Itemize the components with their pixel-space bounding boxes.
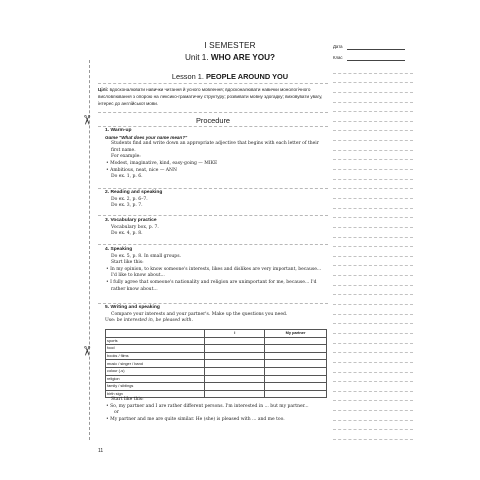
section-speaking [105, 247, 327, 293]
notes-lines[interactable] [333, 64, 413, 440]
table-row [106, 360, 327, 368]
row-label: music / singer / band [106, 360, 205, 368]
table-cell[interactable] [205, 367, 265, 375]
exercise-ref: Do ex. 1, p. 6. [111, 174, 143, 180]
phrase-item: • In my opinion, to know someone's interests, likes and dislikes are very important, because... I'd like to know about... [105, 267, 327, 280]
table-cell[interactable] [265, 367, 327, 375]
table-header [106, 330, 205, 338]
row-label: books / films [106, 352, 205, 360]
aims-paragraph [98, 86, 328, 107]
separator [98, 188, 328, 189]
procedure-title: Procedure [195, 116, 231, 125]
table-cell[interactable] [265, 345, 327, 353]
example-label: For example: [111, 154, 141, 160]
game-title: Game "What does your name mean?" [105, 134, 188, 140]
row-label: food [106, 345, 205, 353]
separator [98, 303, 328, 304]
table-cell[interactable] [265, 337, 327, 345]
section-writing [105, 305, 327, 325]
phrase-item: • So, my partner and I are rather different persons. I'm interested in ... but my partner... [105, 404, 327, 411]
section-heading: 2. Reading and speaking [105, 190, 163, 195]
unit-prefix: Unit 1. [184, 53, 209, 62]
date-field[interactable] [347, 49, 405, 50]
exercise-ref: Vocabulary box, p. 7. [111, 224, 159, 230]
table-cell[interactable] [265, 383, 327, 391]
separator [98, 244, 328, 245]
table-cell[interactable] [205, 375, 265, 383]
separator [98, 112, 328, 113]
separator [98, 126, 328, 127]
scissors-icon: ✂ [79, 345, 95, 357]
start-label: Start like this: [111, 397, 144, 402]
use-label: Use: [105, 318, 116, 324]
table-cell[interactable] [265, 375, 327, 383]
table-header: I [205, 330, 265, 338]
table-row [106, 375, 327, 383]
section-heading: 4. Speaking [105, 247, 133, 252]
use-line [105, 318, 327, 325]
exercise-ref: Do ex. 5, p. 8. In small groups. [111, 253, 181, 259]
exercise-ref: Do ex. 2, p. 6–7. [111, 196, 148, 202]
section-reading [105, 190, 327, 210]
exercise-ref: Do ex. 4, p. 8. [111, 231, 143, 237]
phrase-item: • My partner and me are quite similar. He (she) is pleased with ... and me too. [105, 417, 327, 424]
row-label: sports [106, 337, 205, 345]
example-item: • Modest, imaginative, kind, easy-going — MIKE [105, 161, 327, 168]
writing-task: Compare your interests and your partner's. Make up the questions you need. [111, 311, 288, 317]
example-item: • Ambitious, neat, nice — ANN [105, 168, 327, 175]
table-cell[interactable] [205, 360, 265, 368]
lesson-title [140, 72, 320, 81]
table-row [106, 345, 327, 353]
comparison-table [105, 329, 327, 398]
row-label: religion [106, 375, 205, 383]
row-label: colour (-s) [106, 367, 205, 375]
phrase-item: • I fully agree that someone's nationality and religion are unimportant for me, because... I'd rather know about... [105, 280, 327, 293]
lesson-name: PEOPLE AROUND YOU [205, 72, 289, 81]
class-label: Клас [333, 55, 343, 60]
class-field[interactable] [347, 60, 405, 61]
lesson-prefix: Lesson 1. [171, 72, 204, 81]
unit-title [150, 53, 310, 62]
page-number: 11 [98, 448, 104, 454]
table-row [106, 367, 327, 375]
warmup-instructions: Students find and write down an appropriate adjective that begins with each letter of their first name. [111, 141, 319, 153]
final-phrases [105, 397, 327, 423]
table-row [106, 352, 327, 360]
start-label: Start like this: [111, 260, 144, 266]
unit-name: WHO ARE YOU? [210, 53, 276, 62]
separator [98, 215, 328, 216]
table-cell[interactable] [265, 352, 327, 360]
table-cell[interactable] [205, 345, 265, 353]
table-cell[interactable] [265, 360, 327, 368]
section-heading: 3. Vocabulary practice [105, 218, 157, 223]
or-label: or [114, 410, 119, 416]
scissors-icon: ✂ [79, 114, 95, 126]
table-cell[interactable] [205, 352, 265, 360]
table-cell[interactable] [205, 383, 265, 391]
table-header-row [106, 330, 327, 338]
table-row [106, 337, 327, 345]
date-label: Дата [333, 44, 343, 49]
section-heading: 1. Warm-up [105, 128, 132, 133]
row-label: birth sign [106, 390, 205, 398]
aims-label: Цілі: [98, 87, 109, 92]
table-row [106, 383, 327, 391]
use-text: be interested in, be pleased with. [116, 318, 193, 324]
section-heading: 5. Writing and speaking [105, 305, 160, 310]
exercise-ref: Do ex. 3, p. 7. [111, 203, 143, 209]
section-vocabulary [105, 218, 327, 238]
aims-text: вдосконалювати навички читання й усного мовлення; вдосконалювати навички монологічного висловлювання з опорою на лексико-граматичну структуру; розвивати мовну здогадку; виховувати увагу, інтерес до англійської мови. [98, 87, 323, 106]
row-label: family / siblings [106, 383, 205, 391]
section-warmup [105, 128, 327, 181]
separator [98, 83, 328, 84]
table-header: My partner [265, 330, 327, 338]
semester-title: I SEMESTER [204, 41, 256, 50]
table-cell[interactable] [205, 337, 265, 345]
